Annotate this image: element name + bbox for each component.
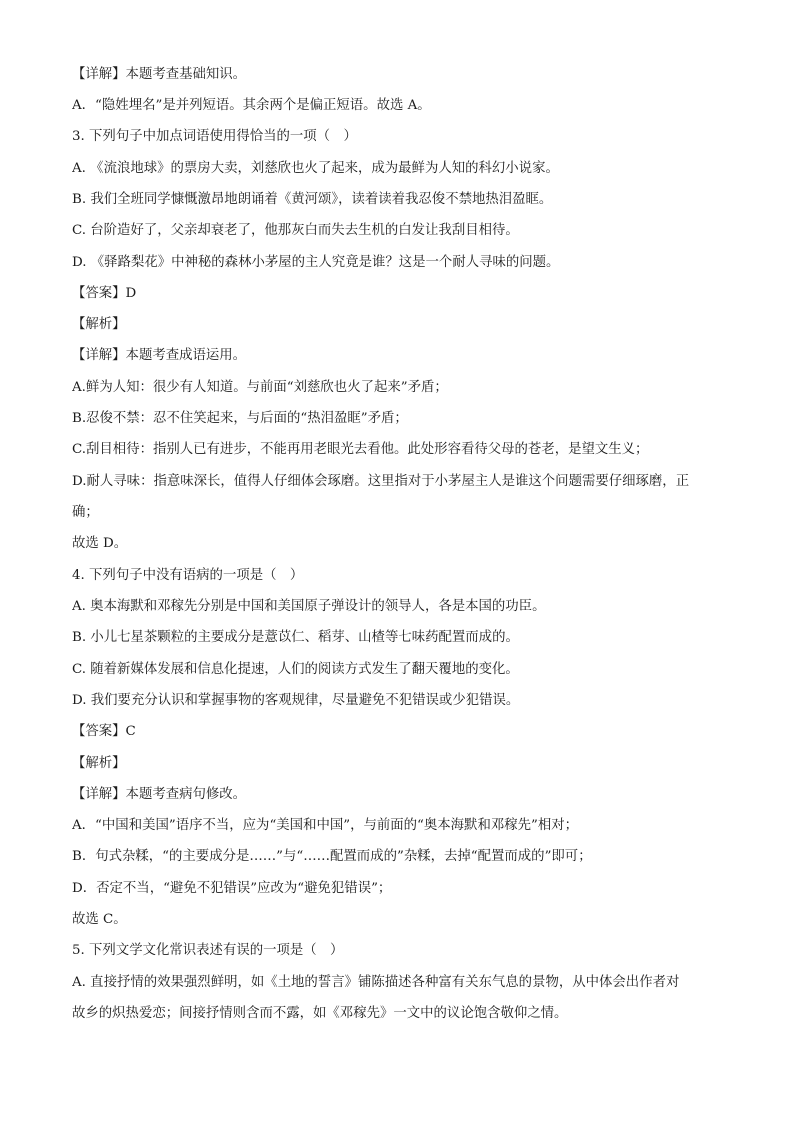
- text-line: D.耐人寻味：指意味深长，值得人仔细体会琢磨。这里指对于小茅屋主人是谁这个问题需要仔细琢磨，正: [72, 474, 690, 489]
- question-4-stem: 4. 下列句子中没有语病的一项是（ ）: [72, 568, 304, 583]
- text-line: D．否定不当，“避免不犯错误”应改为“避免犯错误”；: [72, 881, 392, 896]
- question-5-stem: 5. 下列文学文化常识表述有误的一项是（ ）: [72, 943, 344, 958]
- text-line: B．句式杂糅，“的主要成分是……”与“……配置而成的”杂糅，去掉“配置而成的”即可；: [72, 849, 592, 864]
- text-line: 故选 C。: [72, 912, 127, 927]
- option-b: B. 我们全班同学慷慨激昂地朗诵着《黄河颂》，读着读着我忍俊不禁地热泪盈眶。: [72, 192, 553, 207]
- text-line: C.刮目相待：指别人已有进步，不能再用老眼光去看他。此处形容看待父母的苍老，是望文生义；: [72, 442, 649, 457]
- text-line: 确；: [72, 505, 99, 520]
- option-a: A. 直接抒情的效果强烈鲜明，如《土地的誓言》铺陈描述各种富有关东气息的景物，从中体会出作者对: [72, 975, 680, 990]
- option-a-continued: 故乡的炽热爱恋；间接抒情则含而不露，如《邓稼先》一文中的议论饱含敬仰之情。: [72, 1006, 568, 1021]
- text-line: A．“中国和美国”语序不当，应为“美国和中国”，与前面的“奥本海默和邓稼先”相对；: [72, 818, 579, 833]
- text-line: B.忍俊不禁：忍不住笑起来，与后面的“热泪盈眶”矛盾；: [72, 411, 408, 426]
- option-b: B. 小儿七星茶颗粒的主要成分是薏苡仁、稻芽、山楂等七味药配置而成的。: [72, 630, 519, 645]
- answer-label: 【答案】D: [72, 286, 137, 301]
- text-line: 【详解】本题考查成语运用。: [72, 348, 247, 363]
- text-line: 【详解】本题考查病句修改。: [72, 787, 247, 802]
- text-line: A．“隐姓埋名”是并列短语。其余两个是偏正短语。故选 A。: [72, 98, 431, 113]
- analysis-label: 【解析】: [72, 756, 126, 771]
- analysis-label: 【解析】: [72, 317, 126, 332]
- option-c: C. 台阶造好了，父亲却衰老了，他那灰白而失去生机的白发让我刮目相待。: [72, 223, 519, 238]
- option-d: D. 《驿路梨花》中神秘的森林小茅屋的主人究竟是谁？这是一个耐人寻味的问题。: [72, 255, 560, 270]
- option-d: D. 我们要充分认识和掌握事物的客观规律，尽量避免不犯错误或少犯错误。: [72, 693, 520, 708]
- option-c: C. 随着新媒体发展和信息化提速，人们的阅读方式发生了翻天覆地的变化。: [72, 662, 519, 677]
- text-line: 【详解】本题考查基础知识。: [72, 67, 247, 82]
- question-3-stem: 3. 下列句子中加点词语使用得恰当的一项（ ）: [72, 129, 357, 144]
- text-line: A.鲜为人知：很少有人知道。与前面“刘慈欣也火了起来”矛盾；: [72, 380, 448, 395]
- text-line: 故选 D。: [72, 536, 128, 551]
- option-a: A. 《流浪地球》的票房大卖，刘慈欣也火了起来，成为最鲜为人知的科幻小说家。: [72, 161, 559, 176]
- option-a: A. 奥本海默和邓稼先分别是中国和美国原子弹设计的领导人，各是本国的功臣。: [72, 599, 546, 614]
- answer-label: 【答案】C: [72, 724, 136, 739]
